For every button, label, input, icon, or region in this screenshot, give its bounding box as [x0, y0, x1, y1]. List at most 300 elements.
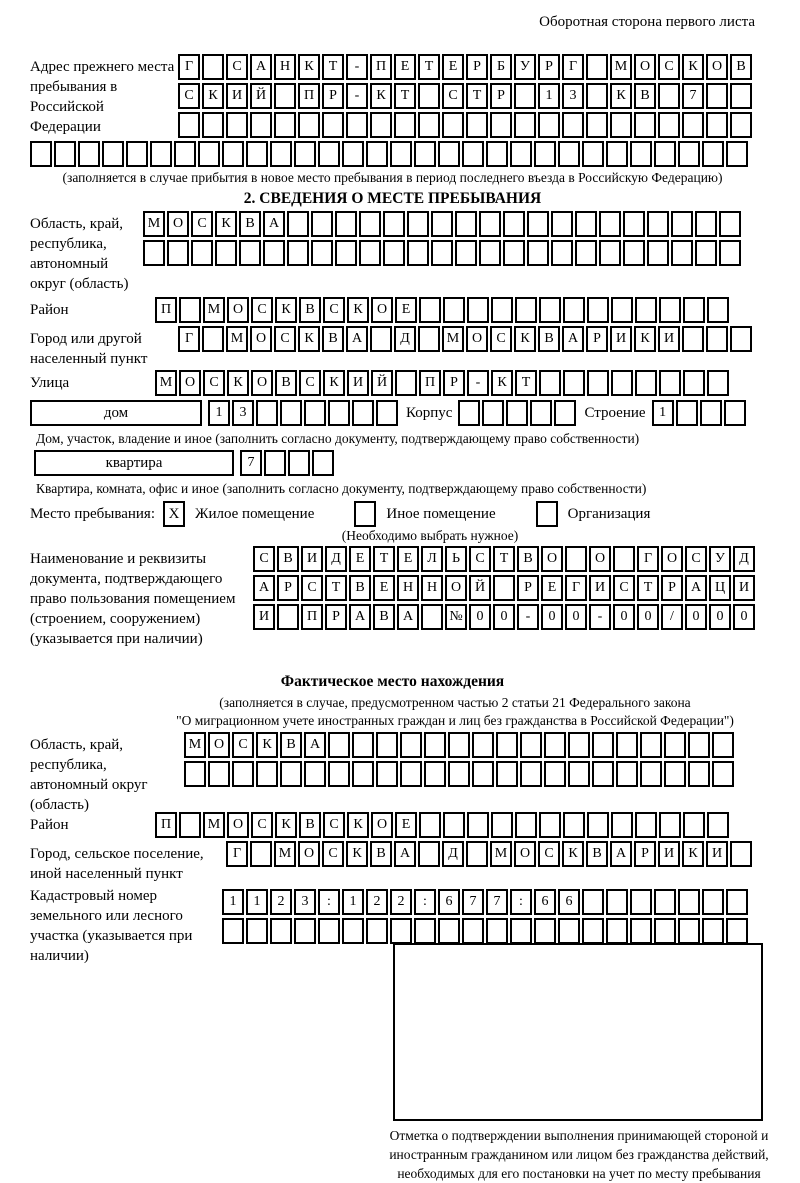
city-row	[178, 326, 754, 352]
char-cell: О	[371, 812, 393, 838]
char-cell	[179, 297, 201, 323]
char-cell: В	[275, 370, 297, 396]
char-cell	[394, 112, 416, 138]
char-cell: 0	[613, 604, 635, 630]
apartment-note: Квартира, комната, офис и иное (заполнить согласно документу, подтверждающему право собственности)	[36, 481, 647, 496]
option-residential-label: Жилое помещение	[195, 505, 315, 522]
char-cell: В	[373, 604, 395, 630]
char-cell: А	[394, 841, 416, 867]
checkbox-other-premises[interactable]	[354, 501, 376, 527]
char-cell	[54, 141, 76, 167]
char-cell: 1	[342, 889, 364, 915]
char-cell	[582, 889, 604, 915]
char-cell	[664, 732, 686, 758]
char-cell	[503, 211, 525, 237]
char-cell	[635, 812, 657, 838]
char-cell: А	[304, 732, 326, 758]
korpus-cells	[458, 400, 578, 426]
char-cell	[563, 297, 585, 323]
char-cell	[150, 141, 172, 167]
char-cell	[630, 141, 652, 167]
char-cell	[724, 400, 746, 426]
char-cell: Е	[395, 297, 417, 323]
char-cell: О	[634, 54, 656, 80]
char-cell: Р	[661, 575, 683, 601]
char-cell	[311, 211, 333, 237]
char-cell: Р	[634, 841, 656, 867]
char-cell: К	[323, 370, 345, 396]
char-cell	[419, 812, 441, 838]
char-cell	[352, 400, 374, 426]
char-cell: Д	[394, 326, 416, 352]
char-cell	[676, 400, 698, 426]
char-cell	[510, 918, 532, 944]
char-cell: Л	[421, 546, 443, 572]
char-cell	[726, 918, 748, 944]
char-cell	[226, 112, 248, 138]
char-cell: В	[730, 54, 752, 80]
char-cell	[682, 112, 704, 138]
char-cell: С	[253, 546, 275, 572]
char-cell: С	[658, 54, 680, 80]
char-cell: Т	[418, 54, 440, 80]
char-cell	[510, 141, 532, 167]
char-cell: С	[685, 546, 707, 572]
confirmation-stamp-box	[393, 943, 763, 1121]
cadastre-grid	[222, 883, 750, 944]
char-cell	[726, 141, 748, 167]
char-cell: М	[274, 841, 296, 867]
char-cell: Р	[322, 83, 344, 109]
char-cell: К	[634, 326, 656, 352]
char-cell: И	[610, 326, 632, 352]
previous-address-row-2	[178, 83, 754, 109]
street-label: Улица	[30, 375, 70, 391]
field-city	[30, 326, 755, 370]
char-cell	[706, 112, 728, 138]
char-cell	[491, 812, 513, 838]
char-cell: Г	[565, 575, 587, 601]
char-cell: В	[277, 546, 299, 572]
char-cell: С	[323, 812, 345, 838]
korpus-label: Корпус	[406, 405, 453, 421]
char-cell	[256, 400, 278, 426]
char-cell: 0	[493, 604, 515, 630]
char-cell	[304, 761, 326, 787]
char-cell: У	[514, 54, 536, 80]
field-stay-type	[30, 500, 755, 527]
char-cell: В	[370, 841, 392, 867]
char-cell	[102, 141, 124, 167]
char-cell	[706, 326, 728, 352]
char-cell: К	[298, 326, 320, 352]
actual-location-note-1: (заполняется в случае, предусмотренном частью 2 статьи 21 Федерального закона	[219, 695, 691, 710]
char-cell: С	[191, 211, 213, 237]
stroenie-label: Строение	[584, 405, 646, 421]
char-cell	[304, 400, 326, 426]
char-cell: Т	[394, 83, 416, 109]
char-cell	[274, 83, 296, 109]
char-cell	[551, 211, 573, 237]
char-cell	[431, 240, 453, 266]
previous-address-label: Адрес прежнего места пребывания в Российской Федерации	[30, 59, 175, 135]
char-cell	[479, 211, 501, 237]
char-cell: В	[538, 326, 560, 352]
char-cell: О	[251, 370, 273, 396]
char-cell	[400, 732, 422, 758]
street-row	[155, 370, 731, 396]
char-cell	[400, 761, 422, 787]
char-cell: 0	[685, 604, 707, 630]
char-cell	[688, 761, 710, 787]
char-cell	[462, 918, 484, 944]
char-cell	[442, 112, 464, 138]
char-cell	[328, 400, 350, 426]
char-cell: В	[349, 575, 371, 601]
ownership-document-grid	[253, 546, 757, 630]
char-cell	[707, 297, 729, 323]
char-cell	[418, 112, 440, 138]
char-cell	[606, 889, 628, 915]
char-cell: И	[658, 841, 680, 867]
actual-region-row-1	[184, 732, 736, 758]
char-cell: А	[250, 54, 272, 80]
char-cell: Т	[325, 575, 347, 601]
char-cell: П	[155, 812, 177, 838]
char-cell	[654, 889, 676, 915]
previous-address-row-3	[178, 112, 754, 138]
char-cell	[630, 889, 652, 915]
char-cell	[274, 112, 296, 138]
char-cell: Ц	[709, 575, 731, 601]
ownership-document-label: Наименование и реквизиты документа, подтверждающего право пользования помещением (строением, сооружением) (указывается при наличии)	[30, 551, 236, 647]
char-cell: /	[661, 604, 683, 630]
char-cell	[346, 112, 368, 138]
char-cell	[280, 761, 302, 787]
char-cell	[730, 112, 752, 138]
char-cell	[419, 297, 441, 323]
char-cell	[586, 83, 608, 109]
char-cell	[700, 400, 722, 426]
char-cell: Т	[322, 54, 344, 80]
char-cell: С	[232, 732, 254, 758]
char-cell	[342, 918, 364, 944]
char-cell: И	[706, 841, 728, 867]
char-cell: К	[682, 54, 704, 80]
char-cell	[455, 240, 477, 266]
char-cell: И	[226, 83, 248, 109]
char-cell	[654, 141, 676, 167]
char-cell	[730, 83, 752, 109]
char-cell	[277, 604, 299, 630]
char-cell	[167, 240, 189, 266]
char-cell: А	[346, 326, 368, 352]
char-cell	[654, 918, 676, 944]
char-cell	[599, 211, 621, 237]
char-cell: К	[562, 841, 584, 867]
section2-title: 2. СВЕДЕНИЯ О МЕСТЕ ПРЕБЫВАНИЯ	[243, 190, 542, 207]
char-cell	[647, 240, 669, 266]
cadastre-label: Кадастровый номер земельного или лесного участка (указывается при наличии)	[30, 888, 193, 964]
char-cell: М	[155, 370, 177, 396]
char-cell: И	[347, 370, 369, 396]
char-cell: 7	[240, 450, 262, 476]
char-cell	[431, 211, 453, 237]
char-cell	[702, 918, 724, 944]
char-cell	[174, 141, 196, 167]
char-cell: Н	[397, 575, 419, 601]
char-cell: В	[239, 211, 261, 237]
char-cell	[563, 812, 585, 838]
char-cell	[250, 112, 272, 138]
char-cell	[294, 141, 316, 167]
char-cell: М	[203, 297, 225, 323]
char-cell	[592, 761, 614, 787]
char-cell: К	[491, 370, 513, 396]
option-organization-label: Организация	[567, 505, 651, 522]
char-cell: С	[613, 575, 635, 601]
char-cell	[466, 112, 488, 138]
char-cell	[719, 211, 741, 237]
char-cell: К	[347, 812, 369, 838]
char-cell	[587, 297, 609, 323]
char-cell: А	[610, 841, 632, 867]
char-cell	[328, 732, 350, 758]
char-cell	[658, 112, 680, 138]
char-cell: О	[250, 326, 272, 352]
char-cell	[719, 240, 741, 266]
char-cell	[659, 297, 681, 323]
char-cell: У	[709, 546, 731, 572]
char-cell: О	[541, 546, 563, 572]
region-grid	[143, 211, 743, 266]
actual-location-heading: Фактическое место нахождения	[280, 673, 505, 690]
page-side-note: Оборотная сторона первого листа	[539, 14, 755, 30]
char-cell	[491, 297, 513, 323]
char-cell: О	[466, 326, 488, 352]
actual-city-label: Город, сельское поселение, иной населенный пункт	[30, 846, 204, 882]
char-cell	[538, 112, 560, 138]
char-cell	[466, 841, 488, 867]
char-cell: П	[301, 604, 323, 630]
char-cell	[448, 761, 470, 787]
char-cell: Н	[274, 54, 296, 80]
char-cell	[390, 141, 412, 167]
char-cell: К	[256, 732, 278, 758]
char-cell: С	[490, 326, 512, 352]
char-cell	[418, 326, 440, 352]
char-cell	[376, 761, 398, 787]
char-cell	[592, 732, 614, 758]
char-cell: С	[469, 546, 491, 572]
char-cell: С	[226, 54, 248, 80]
ownership-document-row-1	[253, 546, 757, 572]
char-cell: И	[658, 326, 680, 352]
char-cell	[179, 812, 201, 838]
char-cell	[530, 400, 552, 426]
char-cell: В	[586, 841, 608, 867]
char-cell	[482, 400, 504, 426]
house-box: дом	[30, 400, 202, 426]
char-cell	[606, 918, 628, 944]
char-cell	[514, 112, 536, 138]
char-cell	[232, 761, 254, 787]
char-cell	[515, 812, 537, 838]
house-note: Дом, участок, владение и иное (заполнить согласно документу, подтверждающему право собственности)	[36, 431, 640, 446]
char-cell: Е	[397, 546, 419, 572]
char-cell	[544, 732, 566, 758]
char-cell: Р	[490, 83, 512, 109]
char-cell	[706, 83, 728, 109]
char-cell: :	[510, 889, 532, 915]
char-cell: Й	[371, 370, 393, 396]
char-cell	[611, 812, 633, 838]
char-cell: К	[227, 370, 249, 396]
char-cell: А	[685, 575, 707, 601]
char-cell: Е	[349, 546, 371, 572]
char-cell: О	[371, 297, 393, 323]
char-cell	[191, 240, 213, 266]
char-cell	[294, 918, 316, 944]
char-cell: В	[299, 297, 321, 323]
char-cell	[640, 761, 662, 787]
char-cell	[712, 761, 734, 787]
previous-address-note: (заполняется в случае прибытия в новое место пребывания в период последнего въезда в Российскую Федерацию)	[62, 170, 723, 185]
char-cell: 2	[270, 889, 292, 915]
char-cell: Р	[277, 575, 299, 601]
char-cell: М	[610, 54, 632, 80]
char-cell	[239, 240, 261, 266]
char-cell	[424, 761, 446, 787]
char-cell: М	[442, 326, 464, 352]
char-cell	[256, 761, 278, 787]
cadastre-row-2	[222, 918, 750, 944]
char-cell	[366, 918, 388, 944]
char-cell	[682, 326, 704, 352]
char-cell: Б	[490, 54, 512, 80]
char-cell	[520, 732, 542, 758]
char-cell	[582, 141, 604, 167]
char-cell	[606, 141, 628, 167]
char-cell	[352, 732, 374, 758]
char-cell	[208, 761, 230, 787]
char-cell	[539, 297, 561, 323]
char-cell: 0	[541, 604, 563, 630]
char-cell	[250, 841, 272, 867]
house-number-cells	[208, 400, 400, 426]
char-cell: 0	[565, 604, 587, 630]
char-cell	[287, 211, 309, 237]
previous-address-row-4	[30, 141, 755, 167]
char-cell	[506, 400, 528, 426]
char-cell: Д	[325, 546, 347, 572]
char-cell	[376, 400, 398, 426]
char-cell: 2	[390, 889, 412, 915]
char-cell: Р	[517, 575, 539, 601]
char-cell: К	[275, 297, 297, 323]
char-cell: Ь	[445, 546, 467, 572]
char-cell	[383, 211, 405, 237]
previous-address-row-1	[178, 54, 754, 80]
char-cell	[462, 141, 484, 167]
char-cell: -	[589, 604, 611, 630]
char-cell: Е	[395, 812, 417, 838]
field-house	[30, 400, 755, 430]
char-cell	[515, 297, 537, 323]
char-cell: А	[253, 575, 275, 601]
char-cell: М	[490, 841, 512, 867]
char-cell: С	[251, 812, 273, 838]
region-row-2	[143, 240, 743, 266]
char-cell: А	[349, 604, 371, 630]
char-cell: К	[298, 54, 320, 80]
char-cell: О	[208, 732, 230, 758]
district-row	[155, 297, 731, 323]
char-cell	[198, 141, 220, 167]
char-cell	[370, 112, 392, 138]
char-cell: 0	[709, 604, 731, 630]
char-cell	[707, 370, 729, 396]
char-cell	[562, 112, 584, 138]
char-cell	[467, 812, 489, 838]
char-cell	[222, 918, 244, 944]
char-cell: 7	[682, 83, 704, 109]
char-cell	[527, 211, 549, 237]
char-cell	[587, 812, 609, 838]
char-cell: К	[514, 326, 536, 352]
actual-district-row	[155, 812, 731, 838]
char-cell	[634, 112, 656, 138]
char-cell	[264, 450, 286, 476]
char-cell: С	[442, 83, 464, 109]
char-cell	[490, 112, 512, 138]
char-cell	[664, 761, 686, 787]
stroenie-cells	[652, 400, 748, 426]
char-cell: 0	[469, 604, 491, 630]
char-cell: И	[301, 546, 323, 572]
char-cell	[582, 918, 604, 944]
char-cell	[558, 141, 580, 167]
cadastre-row-1	[222, 889, 750, 915]
checkbox-organization[interactable]	[536, 501, 558, 527]
option-other-premises-label: Иное помещение	[386, 505, 496, 522]
char-cell: В	[517, 546, 539, 572]
char-cell	[335, 240, 357, 266]
char-cell: 0	[733, 604, 755, 630]
char-cell	[458, 400, 480, 426]
char-cell: 1	[222, 889, 244, 915]
checkbox-residential[interactable]: X	[163, 501, 185, 527]
char-cell	[352, 761, 374, 787]
char-cell	[421, 604, 443, 630]
char-cell	[671, 211, 693, 237]
char-cell: -	[467, 370, 489, 396]
char-cell	[695, 211, 717, 237]
char-cell	[678, 918, 700, 944]
char-cell: Г	[226, 841, 248, 867]
char-cell	[611, 370, 633, 396]
char-cell	[539, 370, 561, 396]
char-cell	[534, 918, 556, 944]
char-cell	[630, 918, 652, 944]
char-cell: 3	[294, 889, 316, 915]
char-cell	[443, 812, 465, 838]
char-cell	[215, 240, 237, 266]
char-cell	[496, 761, 518, 787]
char-cell: П	[419, 370, 441, 396]
region-label: Область, край, республика, автономный округ (область)	[30, 216, 129, 292]
char-cell: О	[227, 812, 249, 838]
